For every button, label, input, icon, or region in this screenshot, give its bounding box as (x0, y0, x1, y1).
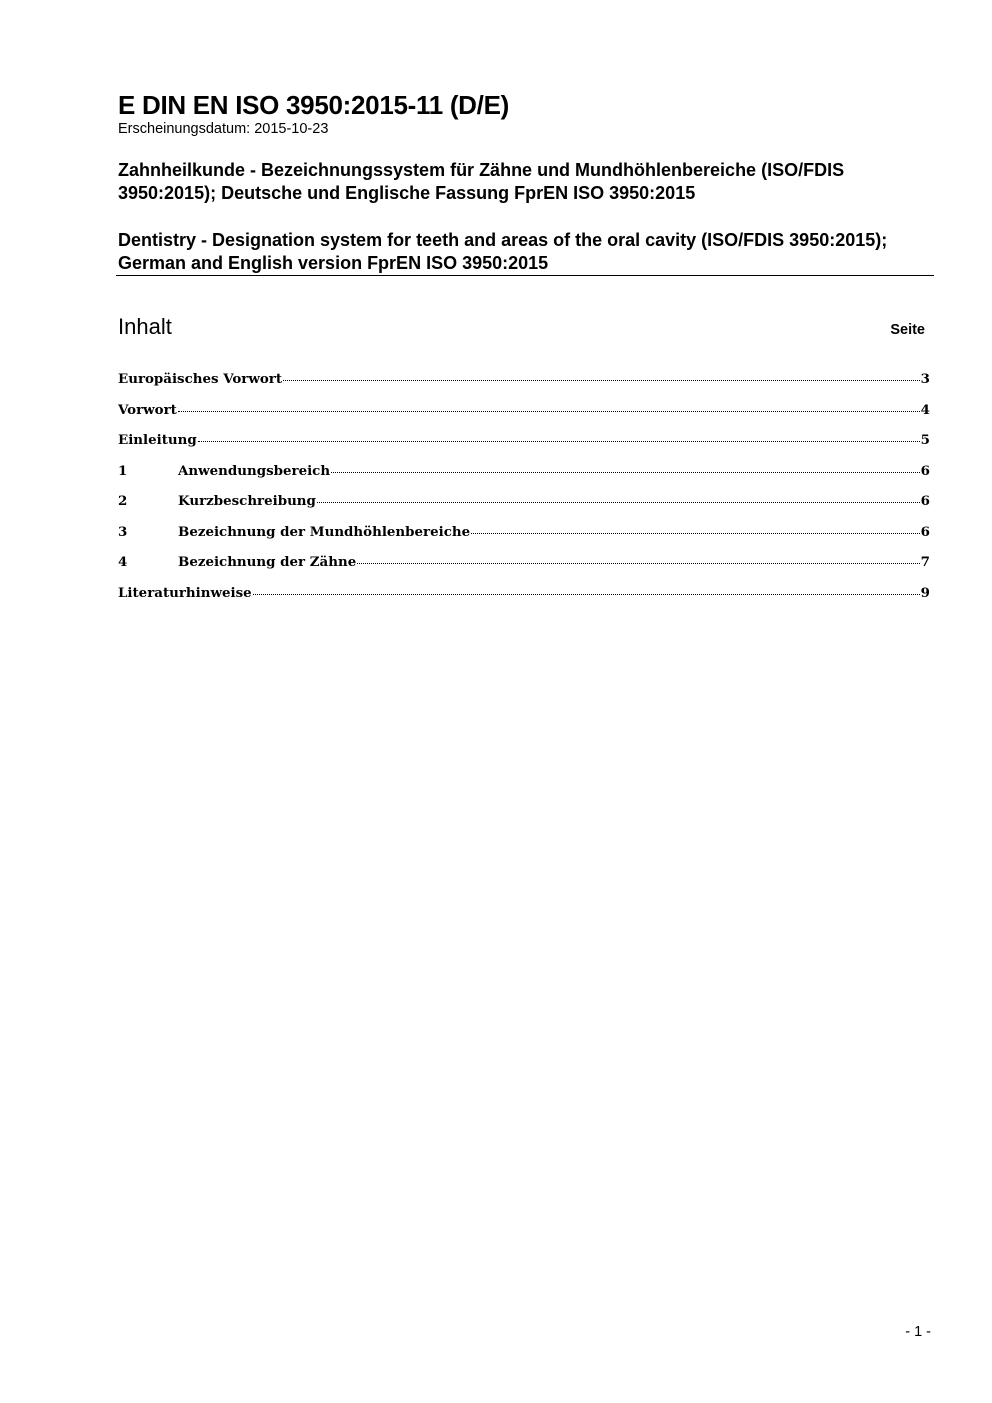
toc-entry-label: Bezeichnung der Zähne (178, 554, 357, 570)
toc-entry-number: 2 (118, 493, 128, 509)
header-divider (116, 275, 934, 276)
toc-leader-dots (357, 563, 919, 564)
toc-entry-page: 5 (920, 432, 930, 448)
toc-entry-number: 1 (118, 462, 128, 479)
toc-entry-anwendungsbereich[interactable] (118, 463, 930, 494)
toc-entry-page: 7 (920, 554, 930, 570)
toc-leader-dots (178, 411, 920, 412)
document-title: E DIN EN ISO 3950:2015-11 (D/E) (118, 90, 509, 120)
toc-entry-label: Einleitung (118, 432, 197, 448)
toc-entry-page: 3 (920, 371, 930, 387)
toc-entry-number: 4 (118, 554, 128, 570)
toc-entry-kurzbeschreibung[interactable] (118, 493, 930, 524)
title-german: Zahnheilkunde - Bezeichnungssystem für Zähne und Mundhöhlenbereiche (ISO/FDIS 3950:2015); Deutsche und Englische Fassung FprEN ISO 3950:2015 (118, 160, 845, 203)
toc-entry-number: 3 (118, 523, 128, 540)
toc-leader-dots (471, 533, 920, 534)
toc-heading: Inhalt (118, 314, 172, 339)
toc-entry-page: 6 (920, 462, 930, 479)
publication-date: Erscheinungsdatum: 2015-10-23 (118, 121, 329, 137)
page-column-label: Seite (890, 322, 925, 338)
toc-entry-label: Bezeichnung der Mundhöhlenbereiche (178, 523, 471, 540)
toc-entry-label: Europäisches Vorwort (118, 371, 283, 387)
table-of-contents (118, 371, 930, 615)
toc-entry-europaeisches-vorwort[interactable] (118, 371, 930, 402)
toc-leader-dots (283, 380, 920, 381)
toc-entry-page: 4 (920, 401, 930, 418)
toc-entry-page: 9 (920, 584, 930, 601)
toc-entry-label: Vorwort (118, 401, 177, 418)
toc-entry-bezeichnung-zaehne[interactable] (118, 554, 930, 585)
toc-leader-dots (317, 502, 920, 503)
toc-entry-label: Literaturhinweise (118, 584, 252, 601)
title-english: Dentistry - Designation system for teeth and areas of the oral cavity (ISO/FDIS 3950:2015); German and English version FprEN ISO 3950:2015 (118, 230, 888, 273)
toc-entry-bezeichnung-mundhoehlenbereiche[interactable] (118, 524, 930, 555)
toc-leader-dots (331, 472, 920, 473)
toc-leader-dots (253, 594, 920, 595)
toc-entry-literaturhinweise[interactable] (118, 585, 930, 616)
toc-entry-page: 6 (920, 493, 930, 509)
toc-entry-label: Kurzbeschreibung (178, 493, 316, 509)
toc-leader-dots (198, 441, 920, 442)
toc-entry-label: Anwendungsbereich (178, 462, 331, 479)
toc-entry-einleitung[interactable] (118, 432, 930, 463)
toc-entry-vorwort[interactable] (118, 402, 930, 433)
page-number: - 1 - (905, 1324, 931, 1340)
toc-entry-page: 6 (920, 523, 930, 540)
